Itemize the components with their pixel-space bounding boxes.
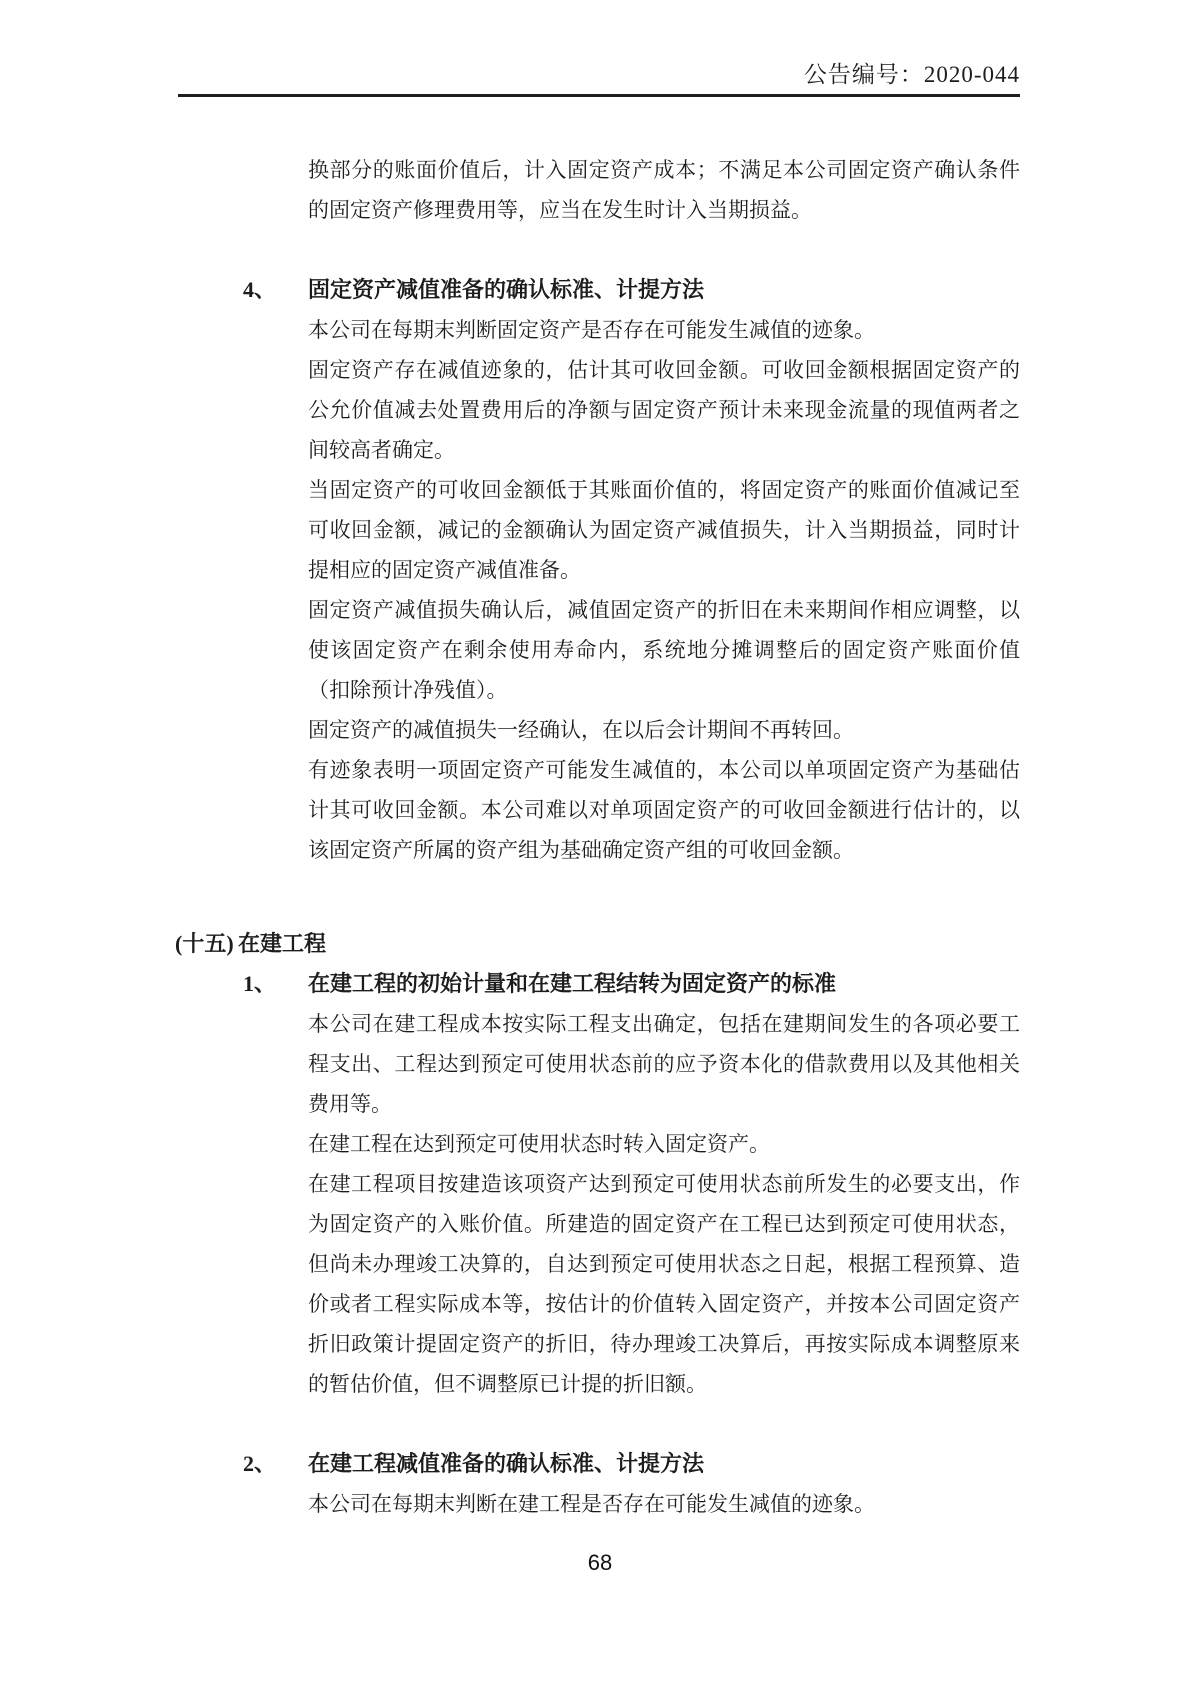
section-4-title: 固定资产减值准备的确认标准、计提方法 bbox=[308, 277, 705, 302]
paragraph: 在建工程项目按建造该项资产达到预定可使用状态前所发生的必要支出，作为固定资产的入账价值。所建造的固定资产在工程已达到预定可使用状态，但尚未办理竣工决算的，自达到预定可使用状态之日起，根据工程预算、造价或者工程实际成本等，按估计的价值转入固定资产，并按本公司固定资产折旧政策计提固定资产的折旧，待办理竣工决算后，再按实际成本调整原来的暂估价值，但不调整原已计提的折旧额。 bbox=[308, 1172, 1020, 1396]
section-2-title: 在建工程减值准备的确认标准、计提方法 bbox=[308, 1451, 705, 1476]
section-4-number: 4、 bbox=[243, 277, 277, 302]
chapter-15-number: (十五) bbox=[175, 931, 234, 956]
section-1-heading bbox=[243, 964, 1020, 1004]
paragraph: 固定资产的减值损失一经确认，在以后会计期间不再转回。 bbox=[308, 718, 854, 742]
paragraph: 本公司在每期末判断固定资产是否存在可能发生减值的迹象。 bbox=[308, 318, 875, 342]
section-4-heading bbox=[243, 270, 1020, 310]
chapter-15-heading bbox=[175, 924, 1020, 964]
section-1-number: 1、 bbox=[243, 971, 277, 996]
header-divider bbox=[178, 94, 1020, 97]
paragraph: 固定资产减值损失确认后，减值固定资产的折旧在未来期间作相应调整，以使该固定资产在剩余使用寿命内，系统地分摊调整后的固定资产账面价值（扣除预计净残值）。 bbox=[308, 598, 1020, 702]
paragraph: 在建工程在达到预定可使用状态时转入固定资产。 bbox=[308, 1132, 770, 1156]
section-1-title: 在建工程的初始计量和在建工程结转为固定资产的标准 bbox=[308, 971, 837, 996]
paragraph: 固定资产存在减值迹象的，估计其可收回金额。可收回金额根据固定资产的公允价值减去处置费用后的净额与固定资产预计未来现金流量的现值两者之间较高者确定。 bbox=[308, 358, 1020, 462]
chapter-15-title: 在建工程 bbox=[238, 931, 327, 956]
paragraph-continuation: 换部分的账面价值后，计入固定资产成本；不满足本公司固定资产确认条件的固定资产修理费用等，应当在发生时计入当期损益。 bbox=[308, 158, 1020, 222]
page-content bbox=[175, 150, 1020, 1524]
section-2-number: 2、 bbox=[243, 1451, 277, 1476]
paragraph: 本公司在建工程成本按实际工程支出确定，包括在建期间发生的各项必要工程支出、工程达到预定可使用状态前的应予资本化的借款费用以及其他相关费用等。 bbox=[308, 1012, 1020, 1116]
paragraph: 当固定资产的可收回金额低于其账面价值的，将固定资产的账面价值减记至可收回金额，减记的金额确认为固定资产减值损失，计入当期损益，同时计提相应的固定资产减值准备。 bbox=[308, 478, 1020, 582]
paragraph: 本公司在每期末判断在建工程是否存在可能发生减值的迹象。 bbox=[308, 1492, 875, 1516]
paragraph: 有迹象表明一项固定资产可能发生减值的，本公司以单项固定资产为基础估计其可收回金额。本公司难以对单项固定资产的可收回金额进行估计的，以该固定资产所属的资产组为基础确定资产组的可收回金额。 bbox=[308, 758, 1020, 862]
page-number: 68 bbox=[587, 1550, 613, 1575]
doc-number: 公告编号：2020-044 bbox=[803, 62, 1020, 87]
section-2-heading bbox=[243, 1444, 1020, 1484]
